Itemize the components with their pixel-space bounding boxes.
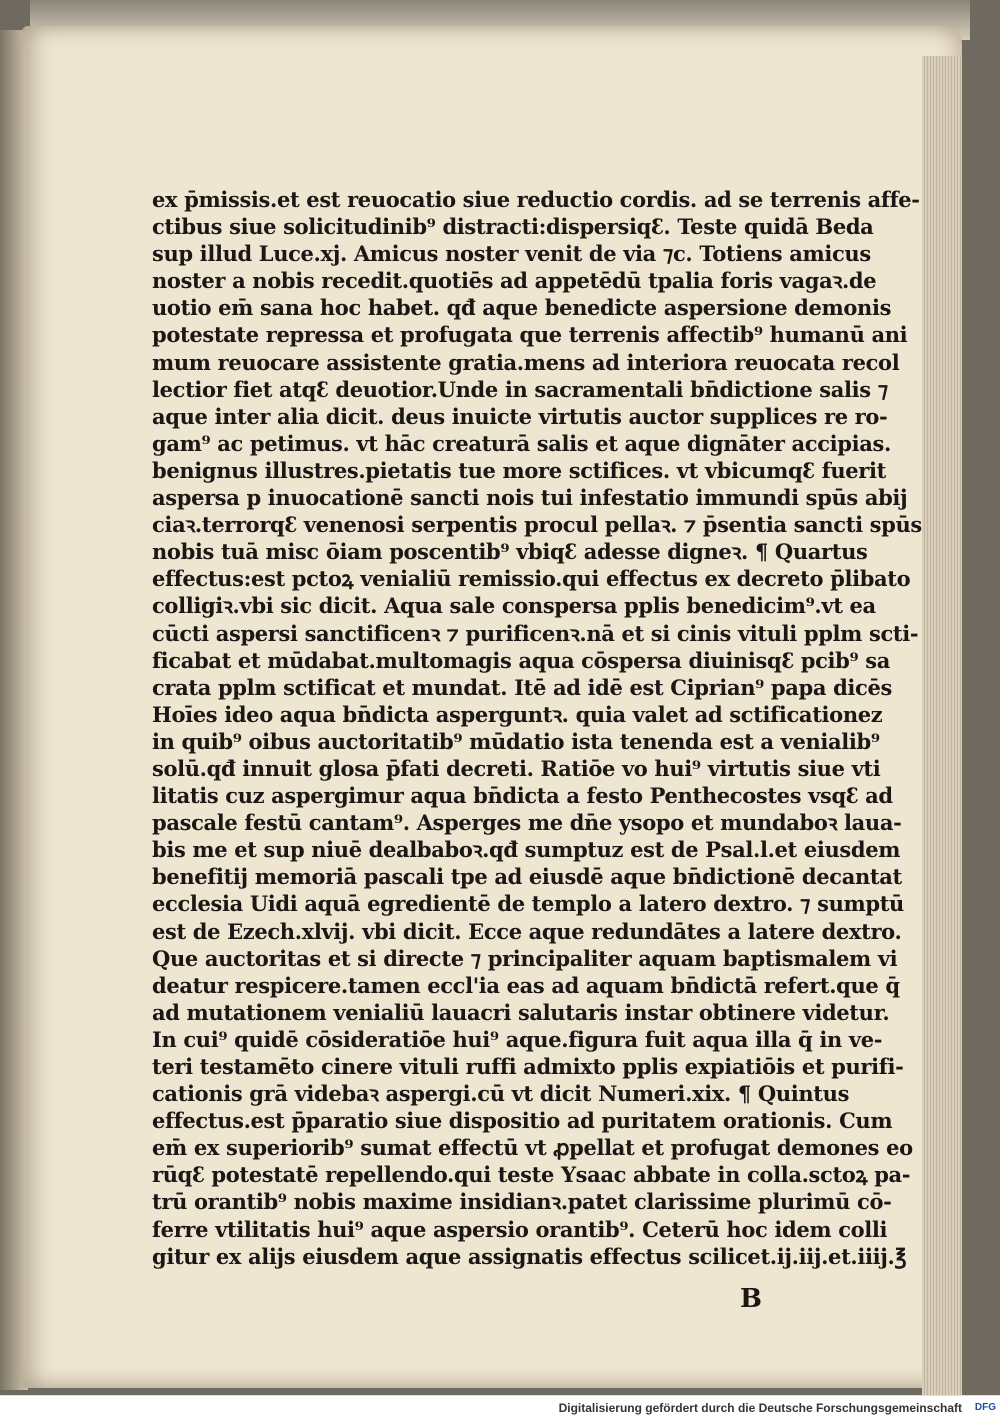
text-line: gitur ex alijs eiusdem aque assignatis effectus scilicet.ij.iij.et.iiij.℥: [152, 1243, 907, 1269]
signature-mark: B: [740, 1284, 762, 1314]
text-line: colligiꝛ.vbi sic dicit. Aqua sale conspersa pplis benedicim⁹.vt ea: [152, 593, 876, 619]
text-line: In cui⁹ quidē cōsideratiōe hui⁹ aque.figura fuit aqua illa q̄ in ve-: [152, 1026, 883, 1052]
text-line: in quib⁹ oibus auctoritatib⁹ mūdatio ista tenenda est a venialib⁹: [152, 728, 880, 754]
text-line: ecclesia Uidi aquā egredientē de templo a latero dextro. ⁊ sumptū: [152, 891, 904, 917]
text-line: Hoīes ideo aqua bn̄dicta asperguntꝛ. quia valet ad sctificationez: [152, 701, 883, 727]
footer-bar: [0, 1395, 1000, 1422]
text-line: solū.qđ innuit glosa p̄fati decreti. Ratiōe vo hui⁹ virtutis siue vti: [152, 755, 881, 781]
text-line: lectior fiet atqꜫ deuotior.Unde in sacramentali bn̄dictione salis ⁊: [152, 376, 888, 402]
text-line: ciaꝛ.terrorqꜫ venenosi serpentis procul pellaꝛ. ⁊ p̄sentia sancti spūs: [152, 512, 922, 538]
text-line: cūcti aspersi sanctificenꝛ ⁊ purificenꝛ.nā et si cinis vituli pplm scti-: [152, 620, 919, 646]
text-line: ad mutationem venialiū lauacri salutaris instar obtinere videtur.: [152, 999, 890, 1025]
text-line: benefitij memoriā pascali tpe ad eiusdē aque bn̄dictionē decantat: [152, 864, 902, 890]
text-line: aspersa p inuocationē sancti nois tui infestatio immundi spūs abij: [152, 485, 908, 511]
text-line: gam⁹ ac petimus. vt hāc creaturā salis et aque dignāter accipias.: [152, 430, 891, 456]
text-line: noster a nobis recedit.quotiēs ad appetēdū tpalia foris vagaꝛ.de: [152, 268, 877, 294]
text-line: trū orantib⁹ nobis maxime insidianꝛ.patet clarissime plurimū cō-: [152, 1189, 892, 1215]
text-line: est de Ezech.xlvij. vbi dicit. Ecce aque redundātes a latere dextro.: [152, 918, 902, 944]
text-line: cationis grā videbaꝛ aspergi.cū vt dicit Numeri.xix. ¶ Quintus: [152, 1081, 850, 1107]
text-line: litatis cuz aspergimur aqua bn̄dicta a festo Penthecostes vsqꜫ ad: [152, 783, 893, 809]
page-fore-edge: [922, 56, 962, 1396]
text-line: bis me et sup niuē dealbaboꝛ.qđ sumptuz est de Psal.l.et eiusdem: [152, 837, 901, 863]
text-line: uotio em̄ sana hoc habet. qđ aque benedicte aspersione demonis: [152, 295, 892, 321]
text-line: ctibus siue solicitudinib⁹ distracti:dispersiqꜫ. Teste quidā Beda: [152, 214, 874, 240]
text-line: benignus illustres.pietatis tue more sctifices. vt vbicumqꜫ fuerit: [152, 457, 886, 483]
text-line: nobis tuā misc ōiam poscentib⁹ vbiqꜫ adesse digneꝛ. ¶ Quartus: [152, 539, 868, 565]
text-block: [152, 186, 922, 1270]
text-line: rūqꜫ potestatē repellendo.qui teste Ysaac abbate in colla.sctoꝝ pa-: [152, 1162, 911, 1188]
text-line: potestate repressa et profugata que terrenis affectib⁹ humanū ani: [152, 322, 908, 348]
text-line: teri testamēto cinere vituli ruffi admixto pplis expiatiōis et purifi-: [152, 1054, 904, 1079]
text-line: Que auctoritas et si directe ⁊ principaliter aquam baptismalem vi: [152, 945, 898, 971]
text-line: aque inter alia dicit. deus inuicte virtutis auctor supplices re ro-: [152, 403, 888, 429]
text-line: effectus.est p̄paratio siue dispositio ad puritatem orationis. Cum: [152, 1108, 893, 1134]
text-line: ferre vtilitatis hui⁹ aque aspersio orantib⁹. Ceterū hoc idem colli: [152, 1216, 888, 1242]
text-line: effectus:est pctoꝝ venialiū remissio.qui effectus ex decreto p̄libato: [152, 566, 911, 592]
text-line: mum reuocare assistente gratia.mens ad interiora reuocata recol: [152, 349, 900, 375]
text-line: ex p̄missis.et est reuocatio siue reductio cordis. ad se terrenis affe-: [152, 187, 920, 212]
dfg-logo: DFG: [974, 1402, 996, 1413]
text-line: ficabat et mūdabat.multomagis aqua cōspersa diuinisqꜫ pcib⁹ sa: [152, 647, 891, 673]
text-line: sup illud Luce.xj. Amicus noster venit de via ⁊c. Totiens amicus: [152, 241, 871, 267]
text-line: crata pplm sctificat et mundat. Itē ad idē est Ciprian⁹ papa dicēs: [152, 674, 892, 700]
text-line: deatur respicere.tamen eccl'ia eas ad aquam bn̄dictā refert.que q̄: [152, 972, 900, 998]
footer-credit: Digitalisierung gefördert durch die Deutsche Forschungsgemeinschaft: [558, 1401, 962, 1415]
text-line: pascale festū cantam⁹. Asperges me dn̄e ysopo et mundaboꝛ laua-: [152, 810, 902, 836]
text-line: em̄ ex superiorib⁹ sumat effectū vt ꝓpellat et profugat demones eo: [152, 1135, 913, 1161]
